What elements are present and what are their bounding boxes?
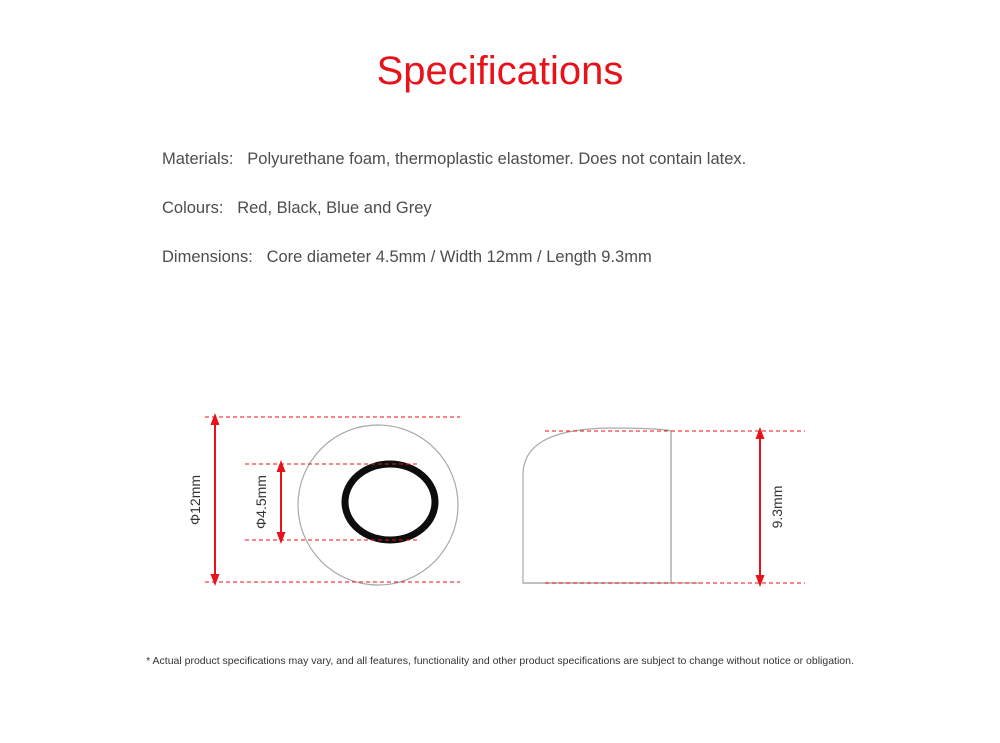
spec-row-colours bbox=[162, 197, 922, 219]
spec-value-materials: Polyurethane foam, thermoplastic elastomer. Does not contain latex. bbox=[247, 150, 747, 168]
outer-diameter-label: Φ12mm bbox=[187, 474, 203, 526]
spec-row-dimensions bbox=[162, 246, 922, 268]
outer-dim-arrow-bottom bbox=[211, 574, 220, 586]
core-dim-arrow-top bbox=[277, 460, 286, 472]
spec-label-materials: Materials: bbox=[162, 150, 234, 168]
page-title: Specifications bbox=[376, 49, 624, 93]
core-diameter-label: Φ4.5mm bbox=[253, 475, 269, 529]
spec-label-dimensions: Dimensions: bbox=[162, 248, 253, 266]
spec-value-dimensions: Core diameter 4.5mm / Width 12mm / Length 9.3mm bbox=[266, 248, 652, 266]
outer-dim-arrow-top bbox=[211, 413, 220, 425]
diagram-svg bbox=[0, 395, 1000, 615]
length-dim-arrow-top bbox=[756, 427, 765, 439]
eartip-core-hole bbox=[345, 464, 435, 540]
length-dim-arrow-bottom bbox=[756, 575, 765, 587]
spec-value-colours: Red, Black, Blue and Grey bbox=[237, 199, 432, 217]
specifications-list bbox=[162, 148, 922, 295]
eartip-side-outline bbox=[523, 428, 671, 583]
core-dim-arrow-bottom bbox=[277, 532, 286, 544]
spec-row-materials bbox=[162, 148, 922, 170]
footnote: * Actual product specifications may vary, and all features, functionality and other product specifications are subject to change without notice or obligation. bbox=[146, 655, 854, 667]
product-dimension-diagram bbox=[0, 395, 1000, 615]
spec-label-colours: Colours: bbox=[162, 199, 224, 217]
length-label: 9.3mm bbox=[769, 485, 785, 529]
